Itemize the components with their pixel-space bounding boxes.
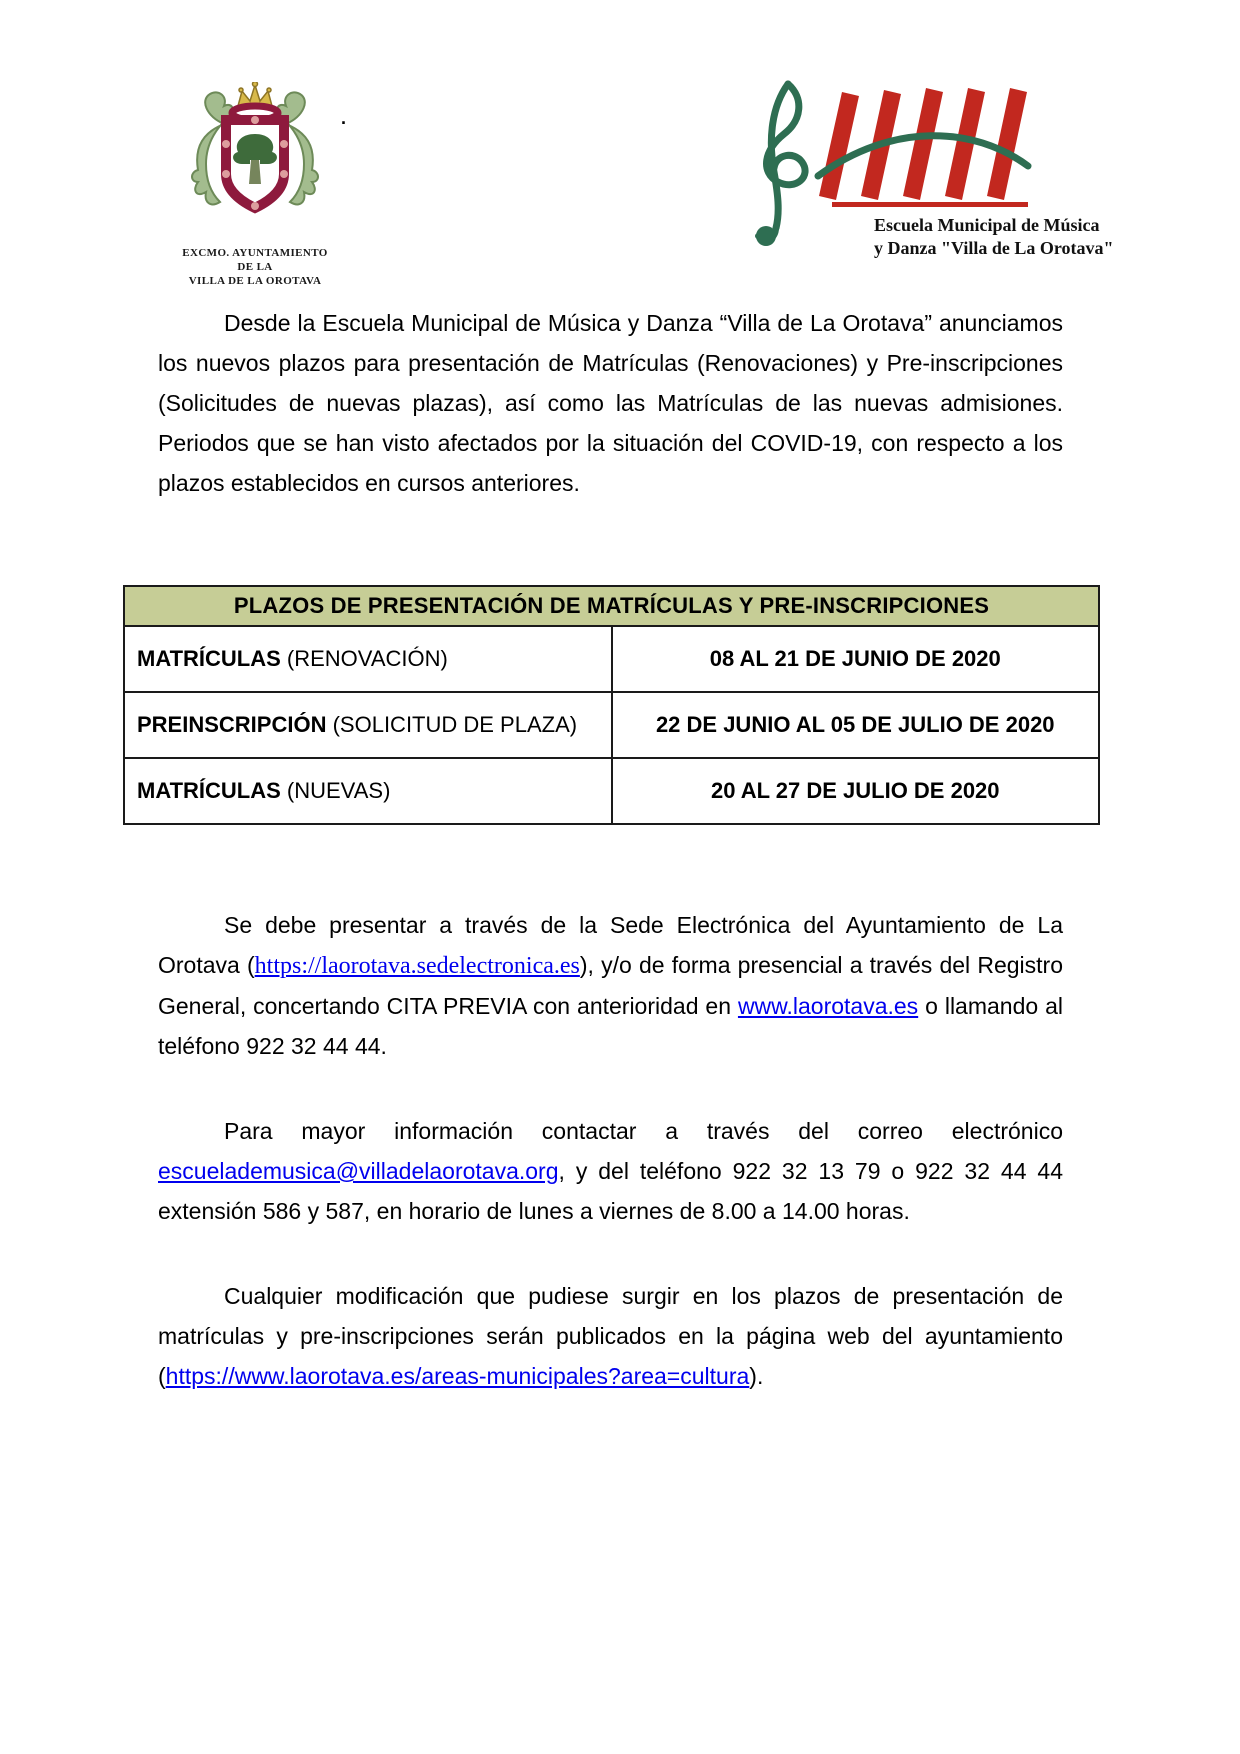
concept-term: PREINSCRIPCIÓN — [137, 712, 327, 737]
music-school-name-line1: Escuela Municipal de Música — [874, 215, 1100, 235]
crest-caption-line1: EXCMO. AYUNTAMIENTO — [182, 247, 328, 259]
link-laorotava[interactable]: www.laorotava.es — [737, 993, 919, 1019]
text-segment: ). — [749, 1363, 764, 1389]
table-header-row — [124, 586, 1099, 626]
concept-cell — [124, 692, 612, 758]
crest-caption-line2: DE LA — [237, 261, 273, 273]
music-school-name-line2: y Danza "Villa de La Orotava" — [874, 238, 1114, 258]
text-segment: o llamando al teléfono 922 32 44 44. — [158, 993, 1063, 1059]
concept-cell — [124, 626, 612, 692]
dates-cell: 08 AL 21 DE JUNIO DE 2020 — [612, 626, 1100, 692]
table-row — [124, 626, 1099, 692]
text-segment: Cualquier modificación que pudiese surgir en los plazos de presentación de matrículas y pre-inscripciones serán publicados en la página web del ayuntamiento ( — [158, 1283, 1063, 1389]
document-body — [137, 0, 1063, 1396]
table-row — [124, 692, 1099, 758]
dates-cell: 20 AL 27 DE JULIO DE 2020 — [612, 758, 1100, 824]
paragraph-contact — [158, 1111, 1063, 1231]
concept-qualifier: (NUEVAS) — [280, 778, 391, 803]
link-email[interactable]: escuelademusica@villadelaorotava.org — [158, 1158, 559, 1184]
paragraph-intro: Desde la Escuela Municipal de Música y Danza “Villa de La Orotava” anunciamos los nuevos plazos para presentación de Matrículas (Renovaciones) y Pre-inscripciones (Solicitudes de nuevas plazas), así como las Matrículas de las nuevas admisiones. Periodos que se han visto afectados por la situación del COVID-19, con respecto a los plazos establecidos en cursos anteriores. — [158, 310, 1063, 496]
crest-caption-line3: VILLA DE LA OROTAVA — [188, 275, 322, 287]
stray-period: . — [341, 108, 347, 128]
link-areas-municipales[interactable]: https://www.laorotava.es/areas-municipales?area=cultura — [165, 1363, 750, 1389]
paragraph-sede — [158, 905, 1063, 1066]
table-row — [124, 758, 1099, 824]
table-title: PLAZOS DE PRESENTACIÓN DE MATRÍCULAS Y PRE-INSCRIPCIONES — [124, 586, 1099, 626]
concept-cell — [124, 758, 612, 824]
paragraph-changes — [158, 1276, 1063, 1396]
concept-term: MATRÍCULAS — [137, 778, 281, 803]
link-sedelectronica[interactable]: https://laorotava.sedelectronica.es — [254, 953, 580, 979]
dates-cell: 22 DE JUNIO AL 05 DE JULIO DE 2020 — [612, 692, 1100, 758]
deadlines-table — [123, 585, 1100, 825]
text-segment: , y del teléfono 922 32 13 79 o 922 32 44 44 extensión 586 y 587, en horario de lunes a viernes de 8.00 a 14.00 horas. — [158, 1158, 1063, 1224]
concept-qualifier: (SOLICITUD DE PLAZA) — [326, 712, 578, 737]
text-segment: Para mayor información contactar a través del correo electrónico — [224, 1118, 1063, 1144]
text-segment: ), y/o de forma presencial a través del Registro General, concertando CITA PREVIA con anterioridad en — [158, 952, 1063, 1019]
deadlines-table-wrapper — [123, 585, 1100, 825]
concept-qualifier: (RENOVACIÓN) — [280, 646, 448, 671]
text-segment: Se debe presentar a través de la Sede Electrónica del Ayuntamiento de La Orotava ( — [158, 912, 1063, 978]
concept-term: MATRÍCULAS — [137, 646, 281, 671]
